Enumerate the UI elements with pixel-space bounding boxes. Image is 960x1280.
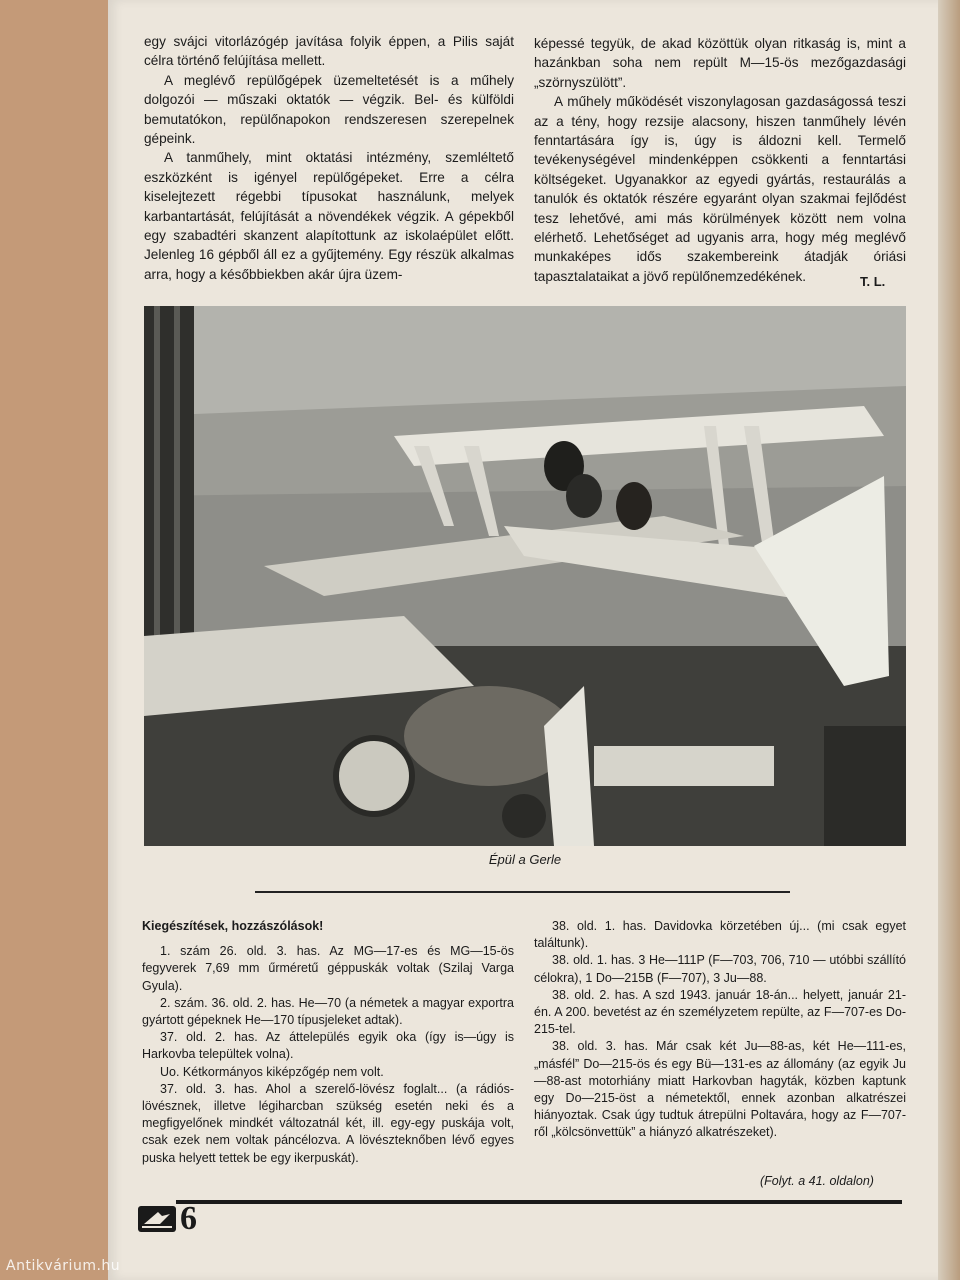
supplement-item: 2. szám. 36. old. 2. has. He—70 (a németek a magyar exportra gyártott gépeknek He—170 típusjeleket adtak). xyxy=(142,995,514,1028)
article-column-right xyxy=(534,34,906,286)
section-heading: Kiegészítések, hozzászólások! xyxy=(142,919,324,933)
supplement-item: 37. old. 3. has. Ahol a szerelő-lövész foglalt... (a rádiós-lövésznek, illetve légiharcban szükség esetén neki és a megfigyelőnek mindkét változatnál két, ill. egy-egy puskája volt, csak ezek nem voltak páncélozva. A lövészteknőben lévő egyes puska helyett tettek be egy ikerpuskát). xyxy=(142,1081,514,1165)
paragraph: képessé tegyük, de akad közöttük olyan ritkaság is, mint a hazánkban soha nem repült M—15-ös mezőgazdasági „szörnyszülött”. xyxy=(534,36,906,90)
magazine-logo-icon xyxy=(138,1206,176,1232)
watermark: Antikvárium.hu xyxy=(6,1258,121,1274)
supplement-item: 38. old. 3. has. Már csak két Ju—88-as, két He—111-es, „másfél” Do—215-ös és egy Bü—131-es az állomány (az egyik Ju—88-ast motorhiány miatt Harkovban hagyták, közben kaptunk egy Do—215-öst a németektől, ennek azonban alkatrészei hiányoztak. Csak úgy tudtuk átrepülni Poltavára, hogy az F—707-ről „kölcsönvettük” a hiányzó alkatrészeket). xyxy=(534,1039,906,1140)
biplane-illustration xyxy=(144,306,906,846)
page-number: 6 xyxy=(180,1200,197,1237)
paragraph: A meglévő repülőgépek üzemeltetését is a műhely dolgozói — műszaki oktatók — végzik. Bel- és külföldi bemutatókon, repülőnapokon rendszeresen szerepelnek gépeink. xyxy=(144,72,514,147)
supplement-item: 37. old. 2. has. Az áttelepülés egyik oka (így is—úgy is Harkovba települtek volna). xyxy=(142,1030,514,1062)
article-column-left xyxy=(144,32,514,284)
supplement-item: Uo. Kétkormányos kiképzőgép nem volt. xyxy=(160,1064,384,1079)
supplement-item: 38. old. 1. has. Davidovka körzetében új... (mi csak egyet találtunk). xyxy=(534,919,906,951)
author-signature: T. L. xyxy=(860,274,886,289)
page-edge xyxy=(938,0,960,1280)
continued-note: (Folyt. a 41. oldalon) xyxy=(760,1174,874,1188)
aircraft-workshop-photo xyxy=(144,306,906,846)
supplements-column-right xyxy=(534,918,906,1142)
supplement-item: 38. old. 2. has. A szd 1943. január 18-án... helyett, január 21-én. A 200. bevetést az én személyzetem repülte, az F—707-es Do-215-tel. xyxy=(534,987,906,1037)
supplement-item: 1. szám 26. old. 3. has. Az MG—17-es és MG—15-ös fegyverek 7,69 mm űrméretű géppuskák voltak (Szilaj Varga Gyula). xyxy=(142,944,514,993)
section-divider xyxy=(255,891,790,893)
supplements-column-left xyxy=(142,918,514,1167)
photo-caption: Épül a Gerle xyxy=(488,852,562,867)
footer-rule xyxy=(176,1200,902,1204)
paragraph: A tanműhely, mint oktatási intézmény, szemléltető eszközként is igényel repülőgépeket. Erre a célra kiselejtezett régebbi típusokat használunk, melyek karbantartását, felújítását a növendékek végzik. A gépekből egy szabadtéri skanzent alapítottunk az iskolaépület előtt. Jelenleg 16 gépből áll ez a gyűjtemény. Egy részük alkalmas arra, hogy a későbbiekben akár újra üzem- xyxy=(144,150,514,282)
paragraph: A műhely működését viszonylagosan gazdaságossá teszi az a tény, hogy rezsije alacsony, hiszen tanműhely lévén fenntartására így is, úgy is áldozni kell. Termelő tevékenységével mindenképpen csökkenti a fenntartási költségeket. Ugyanakkor az egyedi gyártás, restaurálás a tanulók és oktatók részére egyaránt olyan szakmai fejlődést tesz lehetővé, ami más körülmények között nem volna elérhető. Lehetőséget ad ugyanis arra, hogy még meglévő munkaképes idős szakembereink átadják óriási tapasztalataikat a jövő repülőnemzedékének. xyxy=(534,94,906,284)
paragraph: egy svájci vitorlázógép javítása folyik éppen, a Pilis saját célra történő felújítása mellett. xyxy=(144,34,514,69)
supplement-item: 38. old. 1. has. 3 He—111P (F—703, 706, 710 — utóbbi szállító célokra), 1 Do—215B (F—707), 3 Ju—88. xyxy=(534,953,906,985)
